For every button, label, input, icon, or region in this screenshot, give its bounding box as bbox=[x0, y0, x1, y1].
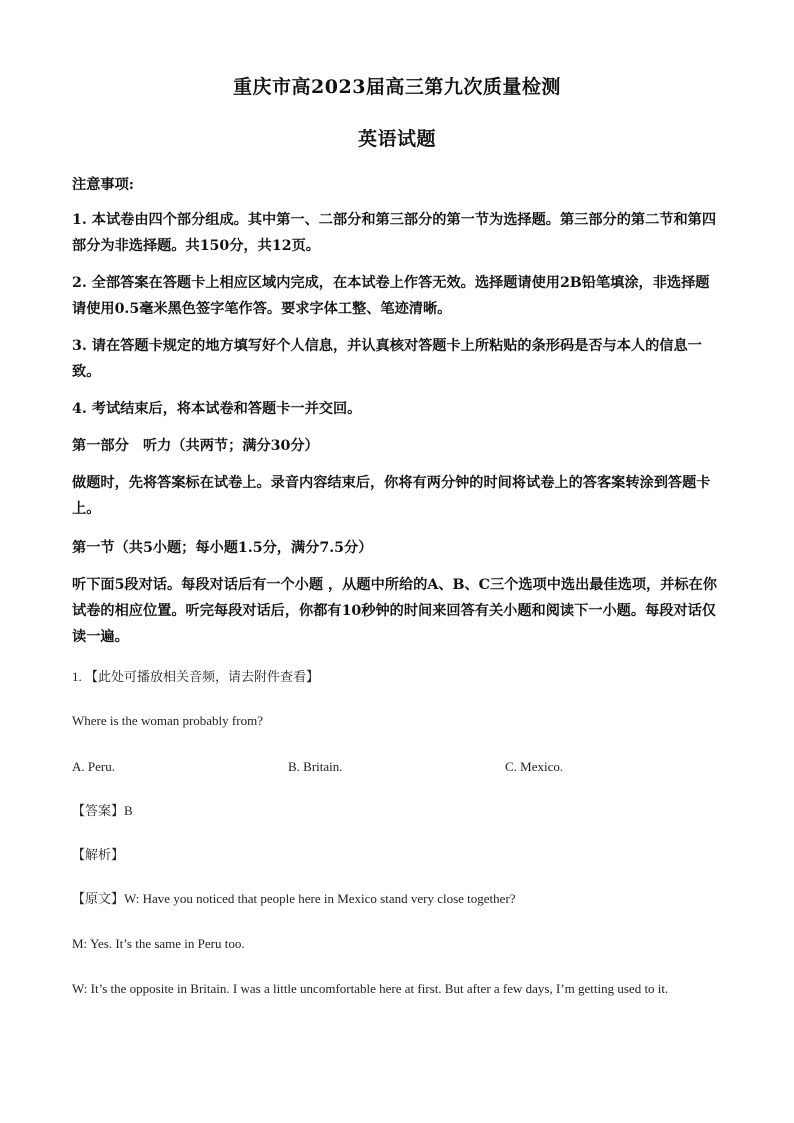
transcript-line-2: M: Yes. It’s the same in Peru too. bbox=[72, 936, 245, 951]
section1-heading: 第一节（共5小题；每小题1.5分，满分7.5分） bbox=[72, 540, 373, 556]
section1-instruction: 听下面5段对话。每段对话后有一个小题 ，从题中所给的A、B、C三个选项中选出最佳选项，并标在你试卷的相应位置。听完每段对话后，你都有10秒钟的时间来回答有关小题和阅读下一小题。每段对话仅读一遍。 bbox=[72, 577, 717, 645]
notice-item-2: 2. 全部答案在答题卡上相应区域内完成，在本试卷上作答无效。选择题请使用2B铅笔填涂，非选择题请使用0.5毫米黑色签字笔作答。要求字体工整、笔迹清晰。 bbox=[72, 275, 710, 317]
part1-instruction: 做题时，先将答案标在试卷上。录音内容结束后，你将有两分钟的时间将试卷上的答客案转涂到答题卡上。 bbox=[72, 475, 711, 517]
notice-heading: 注意事项: bbox=[72, 177, 134, 193]
answer-label: 【答案】B bbox=[72, 803, 133, 818]
option-c: C. Mexico. bbox=[505, 759, 564, 774]
notice-item-4: 4. 考试结束后，将本试卷和答题卡一并交回。 bbox=[72, 401, 362, 417]
analysis-label: 【解析】 bbox=[72, 847, 125, 862]
part1-heading: 第一部分 听力（共两节；满分30分） bbox=[72, 438, 319, 454]
option-b: B. Britain. bbox=[288, 759, 343, 774]
exam-title: 重庆市高2023届高三第九次质量检测 bbox=[233, 76, 561, 98]
notice-item-3: 3. 请在答题卡规定的地方填写好个人信息，并认真核对答题卡上所粘贴的条形码是否与本人的信息一致。 bbox=[72, 338, 702, 380]
exam-subtitle: 英语试题 bbox=[357, 128, 436, 150]
question-1-stem: Where is the woman probably from? bbox=[72, 713, 263, 728]
option-a: A. Peru. bbox=[72, 759, 115, 774]
question-1-audio-note: 1. 【此处可播放相关音频，请去附件查看】 bbox=[72, 669, 320, 684]
transcript-line-1: 【原文】W: Have you noticed that people here in Mexico stand very close together? bbox=[72, 891, 516, 906]
notice-item-1: 1. 本试卷由四个部分组成。其中第一、二部分和第三部分的第一节为选择题。第三部分的第二节和第四部分为非选择题。共150分，共12页。 bbox=[72, 212, 717, 254]
transcript-line-3: W: It’s the opposite in Britain. I was a little uncomfortable here at first. But after a few days, I’m getting used to it. bbox=[72, 981, 669, 996]
